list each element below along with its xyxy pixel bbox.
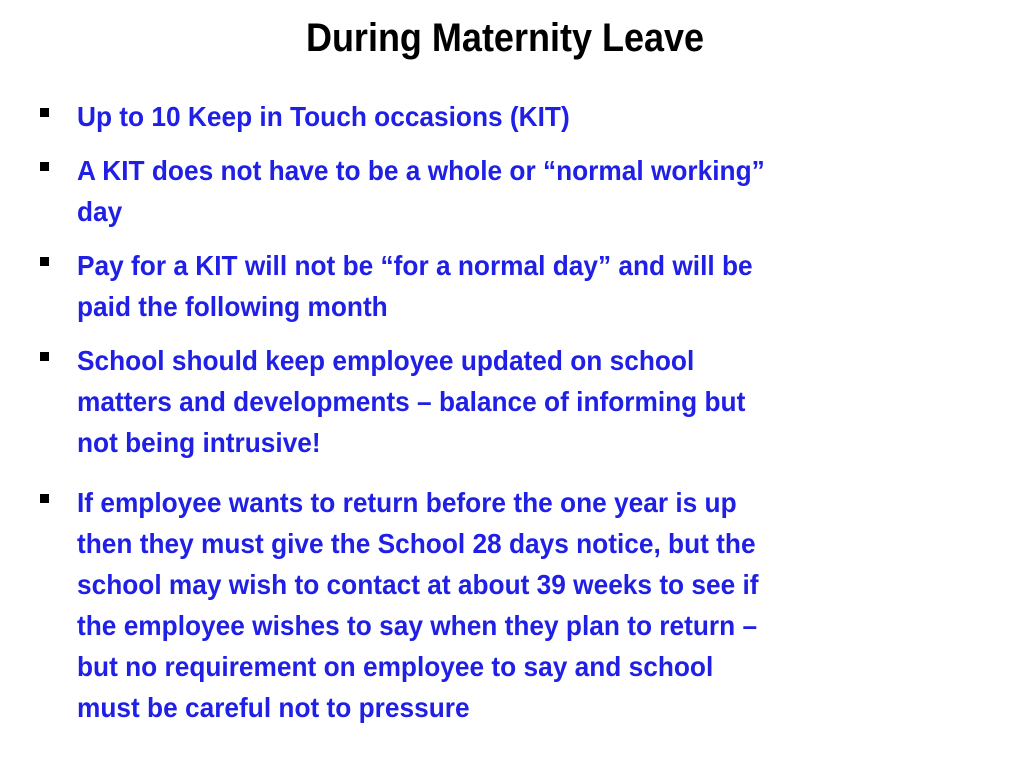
- bullet-line: day: [77, 196, 123, 227]
- bullet-line: Up to 10 Keep in Touch occasions (KIT): [77, 101, 570, 132]
- bullet-line: the employee wishes to say when they plan to return –: [77, 610, 758, 641]
- bullet-line: If employee wants to return before the one year is up: [77, 487, 737, 518]
- square-bullet-icon: [40, 257, 49, 266]
- bullet-line: A KIT does not have to be a whole or “normal working”: [77, 155, 765, 186]
- slide-title: During Maternity Leave: [305, 16, 705, 60]
- square-bullet-icon: [40, 494, 49, 503]
- bullet-text: [77, 340, 937, 463]
- bullet-line: but no requirement on employee to say and school: [77, 651, 714, 682]
- bullet-text: [77, 482, 937, 728]
- square-bullet-icon: [40, 162, 49, 171]
- square-bullet-icon: [40, 108, 49, 117]
- bullet-line: school may wish to contact at about 39 weeks to see if: [77, 569, 759, 600]
- bullet-line: Pay for a KIT will not be “for a normal day” and will be: [77, 250, 753, 281]
- bullet-line: paid the following month: [77, 291, 388, 322]
- bullet-line: then they must give the School 28 days notice, but the: [77, 528, 756, 559]
- bullet-text: [77, 150, 937, 232]
- bullet-line: not being intrusive!: [77, 427, 321, 458]
- bullet-line: School should keep employee updated on school: [77, 345, 695, 376]
- bullet-line: matters and developments – balance of informing but: [77, 386, 746, 417]
- square-bullet-icon: [40, 352, 49, 361]
- bullet-line: must be careful not to pressure: [77, 692, 470, 723]
- bullet-text: [77, 96, 937, 137]
- bullet-text: [77, 245, 937, 327]
